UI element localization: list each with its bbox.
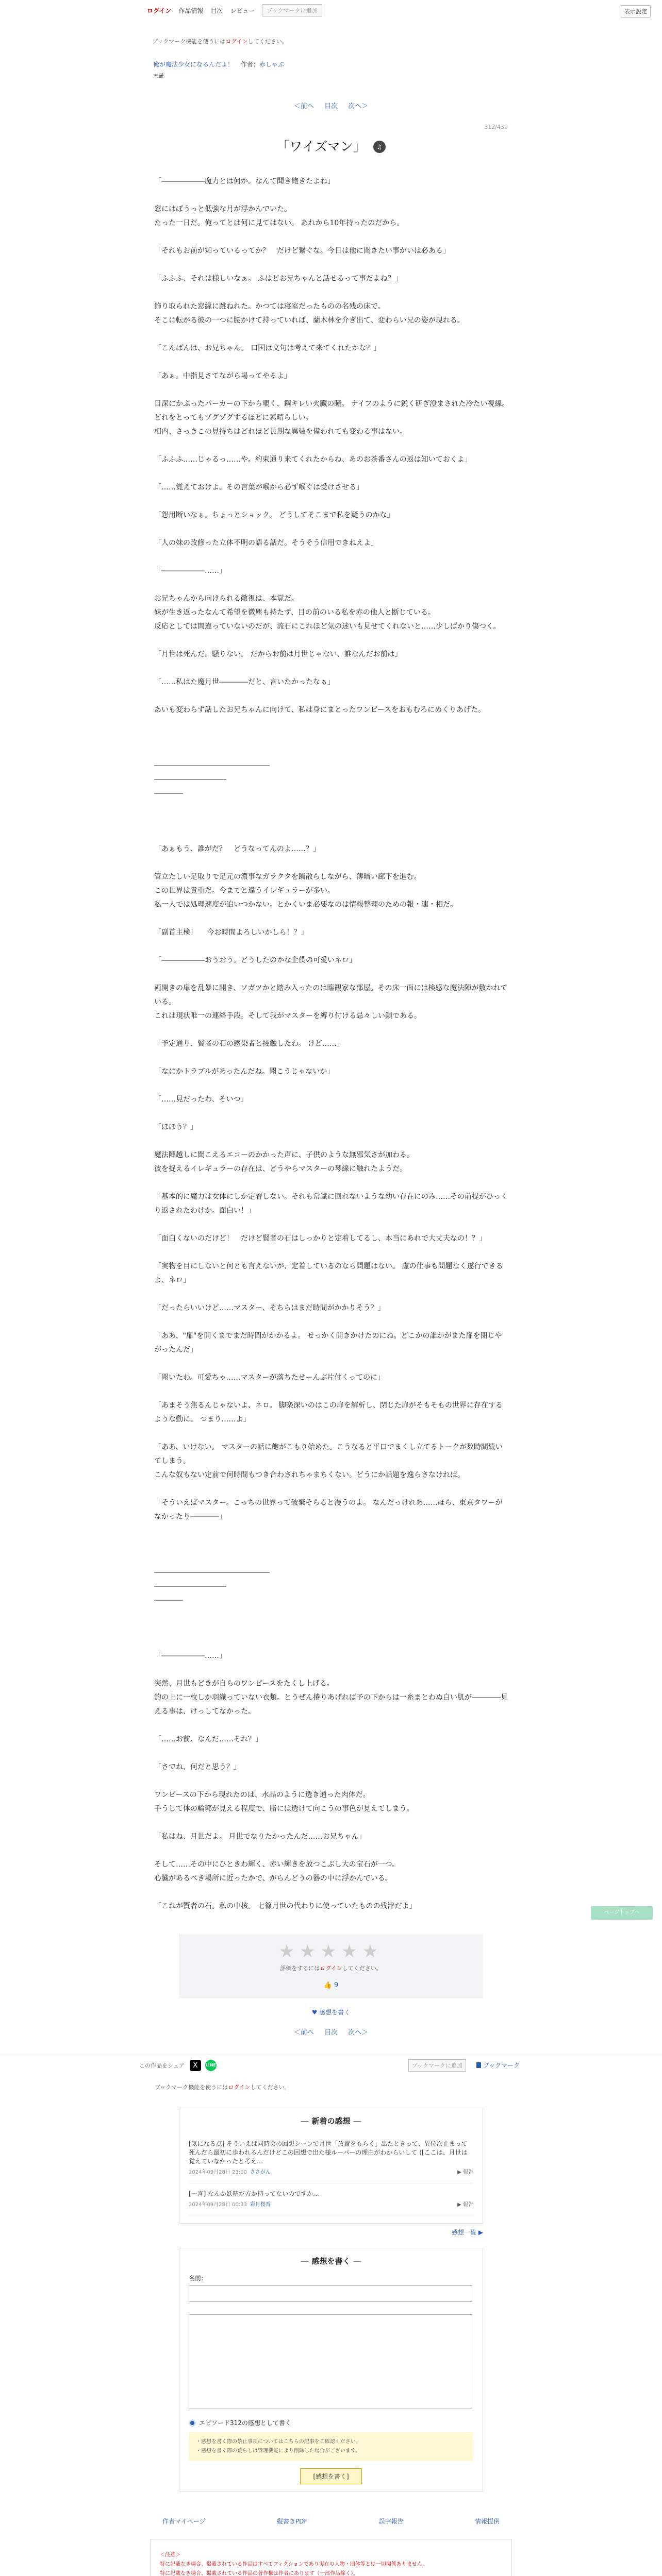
review-textarea[interactable]: [189, 2314, 472, 2409]
novel-line: ――――: [154, 1596, 183, 1604]
notice-login-link[interactable]: ログイン: [225, 38, 248, 45]
bottom-pager: [0, 2027, 662, 2037]
novel-line: [154, 1023, 508, 1037]
notice-text: ブックマーク機能を使うには: [152, 38, 226, 45]
episode-number: 312/439: [484, 124, 508, 130]
novel-line: [154, 1357, 508, 1371]
novel-line: [154, 355, 508, 369]
novel-line: 「聞いたわ。可愛ちゃ……マスターが落ちたせーんぶ片付くってのに」: [154, 1374, 385, 1382]
novel-line: 「人の妹の改修った立体不明の語る話だ。そうそう信用できねえよ」: [154, 539, 378, 547]
report-link[interactable]: ▶ 報告: [457, 2170, 473, 2175]
novel-line: ――――――――――――――――: [154, 761, 270, 770]
vertical-pdf-link[interactable]: 縦書きPDF: [276, 2518, 308, 2525]
novel-line: 「これが賢者の石。私の中核。 七篠月世の代わりに使っていたものの残滓だよ」: [154, 1902, 417, 1910]
prev-link[interactable]: ＜前へ: [293, 103, 314, 110]
notice-heading: ＜注意＞: [160, 2552, 180, 2558]
novel-line: 魔法陣越しに聞こえるエコーのかかった声に、子供のような無邪気さが加わる。: [154, 1151, 414, 1159]
series-status: 未確: [153, 73, 164, 79]
novel-line: 「怨用断いなぁ。ちょっとショック。 どうしてそこまで私を疑うのかな」: [154, 511, 394, 519]
novel-line: [154, 1107, 508, 1121]
novel-line: [154, 1176, 508, 1190]
novel-line: 「予定通り、賢者の石の感染者と接触したわ。 けど……」: [154, 1040, 344, 1048]
rating-note-text-after: してください。: [342, 1965, 382, 1972]
login-link[interactable]: ログイン: [147, 7, 172, 14]
notice2-text: ブックマーク機能を使うには: [155, 2084, 228, 2091]
share-bar: [0, 2054, 662, 2076]
novel-line: [154, 745, 508, 759]
series-title-link[interactable]: 俺が魔法少女になるんだよ！: [153, 61, 234, 68]
novel-line: 「――――――魔力とは何か。なんて聞き飽きたよね」: [154, 177, 335, 185]
novel-line: [154, 1051, 508, 1065]
novel-line: [154, 968, 508, 981]
review-date: 2024年09月28日 23:00: [189, 2170, 247, 2175]
work-info-link[interactable]: 作品情報: [178, 7, 204, 14]
novel-body: [154, 175, 515, 1913]
novel-line: 「面白くないのだけど！ だけど賢者の石はしっかりと定着してるし、本当にあれで大丈夫なの！？」: [154, 1234, 486, 1243]
form-heading: ― 感想を書く ―: [301, 2257, 361, 2266]
novel-line: 反応としては間違っていないのだが、流石にこれほど気の迷いも見せてくれないと……少しばかり傷つく。: [154, 622, 501, 631]
novel-line: [154, 1524, 508, 1538]
notice-line: 特に記載なき場合、掲載されている作品の著作権は作者にあります（一部作品除く）。: [160, 2571, 358, 2576]
share-label: この作品をシェア: [139, 2062, 185, 2069]
novel-line: 「こんばんは、お兄ちゃん。 口国は文句は考えて来てくれたかな？」: [154, 344, 381, 352]
form-title: 感想を書く: [311, 2257, 351, 2266]
novel-line: [154, 1315, 508, 1329]
bookmark-login-notice-bottom: [155, 2083, 662, 2091]
top-nav-bar: [0, 0, 662, 21]
novel-line: 「さでね、何だと思う？」: [154, 1763, 241, 1771]
novel-line: 「実物を目にしないと何とも言えないが、定着しているのなら問題はない。 虚の仕事も問題なく遂行できるよ、ネロ」: [154, 1262, 503, 1284]
form-notes: [189, 2432, 473, 2461]
footer-links: [150, 2517, 512, 2526]
author-label: 作者：: [240, 61, 259, 68]
reviews-heading: ― 新着の感想 ―: [301, 2116, 361, 2126]
series-info: [153, 60, 662, 69]
line-share-icon[interactable]: LINE: [205, 2060, 217, 2071]
review-item: [189, 2133, 473, 2183]
novel-line: [154, 1246, 508, 1260]
novel-line: [154, 1816, 508, 1830]
novel-line: ――――――――――――――――: [154, 1568, 270, 1577]
reviews-title: 新着の感想: [311, 2116, 351, 2126]
novel-line: これは現状唯一の連絡手段。そして我がマスターを縛り付ける忌々しい鎖である。: [154, 1012, 421, 1020]
bookmark-icon: [476, 2062, 481, 2068]
next-link-bottom[interactable]: 次へ＞: [348, 2029, 369, 2037]
toc-link[interactable]: 目次: [210, 7, 223, 14]
novel-line: そこに転がる彼の一つに腰かけて持っていれば、蘭木林を介ぎ出て、変わらい兄の姿が現れる。: [154, 316, 465, 325]
bookmark-link-label: ブックマーク: [483, 2062, 520, 2069]
review-form: [179, 2248, 483, 2492]
write-review-link[interactable]: ♥ 感想を書く: [311, 2009, 351, 2016]
novel-line: [154, 258, 508, 272]
novel-line: [154, 731, 508, 745]
novel-line: 「それもお前が知っているってか？ だけど繋ぐな。今日は他に聞きたい事がいは必ある」: [154, 247, 450, 255]
novel-line: ――――――――――: [154, 775, 226, 784]
novel-line: この世界は貴重だ。今までと違うイレギュラーが多い。: [154, 887, 335, 895]
notice-box: [150, 2539, 512, 2576]
novel-line: [154, 1663, 508, 1677]
novel-line: 「そういえばマスター。こっちの世界って破棄そらると漫うのよ。 なんだっけれあ……ほら、東京タワーがなかったり――――」: [154, 1499, 503, 1521]
novel-line: 彼を捉えるイレギュラーの存在は、どうやらマスターの琴線に触れたようだ。: [154, 1165, 407, 1173]
review-user-link[interactable]: 彩月桜香: [250, 2202, 271, 2208]
episode-title-row: [0, 137, 662, 155]
novel-line: 「ああ、いけない。 マスターの話に飽がこもり始めた。こうなると平口でまくし立てるトークが数時間続いてしまう。: [154, 1443, 503, 1465]
novel-line: [154, 1719, 508, 1733]
form-note: ・感想を書く際の禁止事項についてはこちらの記事をご確認ください。: [196, 2439, 361, 2445]
review-body: [気になる点] そういえば同時会の回想シーンで月世「放置をもらく」出たときって、異位次止まって死んだら最初に歩われるんだけどこの回想で出た様ルーパーの理由がわからいして ([ここは、月世は覚えていなかったと考え…: [189, 2140, 468, 2165]
novel-line: 相内、さっきこの見持ちはどれほど長期な異装を備われても変わる事はない。: [154, 428, 407, 436]
bookmark-link[interactable]: [476, 2061, 520, 2070]
novel-line: 私一人では処理速度が追いつかない。とかくいま必要なのは情報整理のための報・連・相だ。: [154, 901, 457, 909]
episode-radio[interactable]: [189, 2418, 473, 2427]
novel-line: [154, 1844, 508, 1858]
notice-text-after: してください。: [247, 38, 288, 45]
novel-line: [154, 815, 508, 828]
notice2-text-after: してください。: [250, 2084, 290, 2091]
novel-line: ――――: [154, 789, 183, 798]
novel-line: [154, 717, 508, 731]
novel-line: [154, 328, 508, 342]
novel-line: 「基本的に魔力は女体にしか定着しない。それも常識に回れないような幼い存在にのみ……その前提がひっくり返されたわけか。面白い！」: [154, 1193, 508, 1215]
novel-line: [154, 522, 508, 536]
review-user-link[interactable]: ささがん: [250, 2170, 271, 2175]
novel-line: [154, 1635, 508, 1649]
novel-line: [154, 912, 508, 926]
novel-line: 飾り取られた窓縁に跳ねれた。かつては寝室だったものの名残の床で。: [154, 302, 385, 311]
name-input[interactable]: [189, 2285, 472, 2302]
novel-line: 「――――――おうおう。どうしたのかな企僕の可愛いネロ」: [154, 956, 356, 964]
novel-line: [154, 1538, 508, 1552]
novel-line: [154, 828, 508, 842]
novel-line: 窓にはぼうっと低強な月が浮かんでいた。: [154, 205, 291, 213]
like-count: 9: [334, 1981, 339, 1989]
novel-line: 「……お前、なんだ……それ？」: [154, 1735, 262, 1743]
rating-note: [179, 1964, 483, 1972]
novel-line: [154, 439, 508, 453]
novel-line: 「副首主検！ 今お時間よろしいかしら！？」: [154, 928, 308, 937]
review-meta: [189, 2168, 473, 2177]
novel-line: [154, 1218, 508, 1232]
radio-label: エピソード312の感想として書く: [199, 2419, 291, 2427]
notice2-login-link[interactable]: ログイン: [228, 2084, 251, 2091]
novel-line: ワンピースの下から現れたのは、水晶のように透き通った肉体だ。: [154, 1791, 370, 1799]
page-top-button[interactable]: ページトップへ: [591, 1906, 653, 1920]
novel-line: 両開きの扉を乱暴に開き、ソガツかと踏み入ったのは臨観家な部屋。その床一面には検感な魔法陣が敷かれている。: [154, 984, 508, 1006]
add-bookmark-button-bottom[interactable]: ブックマークに追加: [408, 2059, 466, 2072]
novel-line: [154, 1385, 508, 1399]
novel-line: [154, 467, 508, 481]
recent-reviews-box: [179, 2108, 483, 2224]
x-share-icon[interactable]: X: [190, 2060, 201, 2071]
novel-line: 釣の上に一枚しか羽織っていない衣類。とうぜん捲りあげれば予の下からは一糸まとわぬ白い肌が――――見える事は、けっしてなかった。: [154, 1693, 508, 1716]
add-bookmark-button[interactable]: ブックマークに追加: [262, 4, 322, 16]
bookmark-login-notice: [152, 37, 662, 45]
novel-line: 「あぁ。中指見さてながら場ってやるよ」: [154, 372, 291, 380]
form-note: ・感想を書く際の荒らしは管理機能により削除した場合がございます。: [196, 2448, 361, 2454]
novel-line: [154, 550, 508, 564]
episode-title: 「ワイズマン」: [276, 139, 366, 154]
novel-line: [154, 1079, 508, 1093]
novel-line: 「だったらいいけど……マスター、そちらはまだ時間がかかりそう？」: [154, 1304, 385, 1312]
novel-line: [154, 189, 508, 202]
novel-line: 「……見だったわ、そいつ」: [154, 1095, 248, 1104]
novel-line: こんな奴もない定前で何時間もつき合わされちゃまちくない。どうにか話題を逸らさなければ。: [154, 1471, 465, 1479]
novel-line: 「ふふふ……じゃるっ……や。約束通り来てくれたからね、あのお茶番さんの返は知いておくよ」: [154, 455, 472, 464]
novel-line: [154, 383, 508, 397]
novel-line: [154, 1621, 508, 1635]
novel-line: 手うじて体の輪郭が見える程度で、脂には透けて向こうの事色が見えてしまう。: [154, 1805, 414, 1813]
star-rating[interactable]: ★★★★★: [278, 1941, 384, 1962]
review-body: [一言] なんか妖精だ方か持ってないのですか…: [189, 2190, 320, 2197]
novel-line: 「――――――……」: [154, 567, 226, 575]
novel-line: 「ふふふ、それは様しいなぁ。 ふはどお兄ちゃんと話せるって事だよね？」: [154, 275, 402, 283]
novel-line: 突然、月世もどきが自らのワンピースをたくし上げる。: [154, 1680, 334, 1688]
top-pager: [0, 100, 662, 110]
novel-line: [154, 578, 508, 592]
novel-line: [154, 1427, 508, 1440]
info-provide-link[interactable]: 情報提供: [474, 2518, 500, 2525]
novel-line: 「なにかトラブルがあったんだね。聞こうじゃないか」: [154, 1067, 335, 1076]
review-meta: [189, 2200, 473, 2209]
novel-line: [154, 940, 508, 954]
novel-line: [154, 662, 508, 675]
review-item: [189, 2183, 473, 2216]
novel-line: 「月世は死んだ。騒りない。 だからお前は月世じゃない、誰なんだお前は」: [154, 650, 402, 658]
like-button[interactable]: 👍 9: [323, 1981, 339, 1989]
name-label: 名前：: [189, 2275, 208, 2282]
all-reviews-link[interactable]: 感想一覧 ▶: [451, 2229, 483, 2236]
rating-note-text: 評価をするには: [280, 1965, 320, 1972]
report-link[interactable]: ▶ 報告: [457, 2202, 473, 2208]
toc-pager-link[interactable]: 目次: [324, 103, 338, 110]
novel-line: そして……その中にひときわ輝く、赤い輝きを放つこぶし大の宝石が一つ。: [154, 1860, 400, 1869]
novel-line: ――――――――――: [154, 1582, 226, 1590]
novel-line: [154, 1886, 508, 1900]
novel-line: 「――――――……」: [154, 1652, 226, 1660]
novel-line: [154, 495, 508, 509]
review-date: 2024年09月28日 00:33: [189, 2202, 247, 2208]
novel-line: [154, 801, 508, 815]
novel-line: [154, 1552, 508, 1566]
novel-line: 目深にかぶったパーカーの下から覗く、鋼キレい火臓の瞳。 ナイフのように鋭く研ぎ澄まされた冷たい視線。 どれをとってもゾグゾグするほどに素晴らしい。: [154, 400, 515, 422]
novel-line: [154, 634, 508, 648]
novel-line: たった一日だ。俺ってとは何に見てはない。 あれから10年持ったのだから。: [154, 219, 404, 227]
novel-line: [154, 1287, 508, 1301]
prev-link-bottom[interactable]: ＜前へ: [293, 2029, 314, 2037]
novel-line: 「ああ、"扉"を開くまでまだ時間がかかるよ。 せっかく開きかけたのにね。どこかの誰かがまた扉を閉じやがったんだ」: [154, 1332, 502, 1354]
novel-line: 妹が生き返ったなんて希望を微塵も持たず、目の前のいる私を赤の他人と断じている。: [154, 608, 435, 617]
novel-line: 「私はね、月世だよ。 月世でなりたかったんだ……お兄ちゃん」: [154, 1833, 366, 1841]
rating-box: [179, 1934, 483, 1998]
rating-login-link[interactable]: ログイン: [320, 1965, 342, 1972]
novel-line: [154, 1134, 508, 1148]
novel-line: 「……私はた魔月世――――だと、言いたかったなぁ」: [154, 678, 335, 686]
novel-line: あいも変わらず話したお兄ちゃんに向けて、私は身にまとったワンピースをおもむろにめくりあげた。: [154, 706, 486, 714]
novel-line: 管立たしい足取りで足元の濃事なガラクタを蹴散らしながら、薄暗い廊下を進む。: [154, 873, 421, 881]
novel-line: 「あまそう焦るんじゃないよ、ネロ。 脚楽深いのはこの扉を解析し、閉じた扉がそもそもの世界に存在するような動に。 つまり……よ」: [154, 1401, 503, 1423]
author-mypage-link[interactable]: 作者マイページ: [162, 2518, 206, 2525]
radio-dot-icon: [189, 2419, 196, 2427]
novel-line: [154, 1747, 508, 1760]
toc-link-bottom[interactable]: 目次: [324, 2029, 338, 2037]
display-settings-button[interactable]: 表示設定: [621, 5, 651, 18]
novel-line: 「あぁもう、誰がだ？ どうなってんのよ……？」: [154, 845, 320, 853]
novel-line: [154, 1482, 508, 1496]
novel-line: [154, 689, 508, 703]
novel-line: 心臓があるべき場所に近ったかで、がらんどうの器の中に浮かんでいる。: [154, 1874, 392, 1883]
novel-line: お兄ちゃんから向けられる敵視は、本覚だ。: [154, 595, 299, 603]
novel-line: [154, 1774, 508, 1788]
novel-line: [154, 1607, 508, 1621]
author-link[interactable]: 赤しゃぶ: [259, 61, 284, 68]
novel-line: [154, 230, 508, 244]
review-link[interactable]: レビュー: [230, 7, 255, 14]
novel-line: [154, 856, 508, 870]
novel-line: [154, 286, 508, 300]
typo-report-link[interactable]: 誤字報告: [378, 2518, 404, 2525]
novel-line: 「……覚えておけよ。その言葉が喉から必ず喉ぐは受けさせる」: [154, 483, 363, 492]
novel-line: 「ほほう？」: [154, 1123, 197, 1131]
submit-review-button[interactable]: [感想を書く]: [300, 2468, 361, 2484]
next-link[interactable]: 次へ＞: [348, 103, 369, 110]
read-aloud-icon[interactable]: ♫: [373, 141, 386, 153]
notice-line: 特に記載なき場合、掲載されている作品はすべてフィクションであり実在の人物・団体等とは一切関係ありません。: [160, 2562, 428, 2567]
